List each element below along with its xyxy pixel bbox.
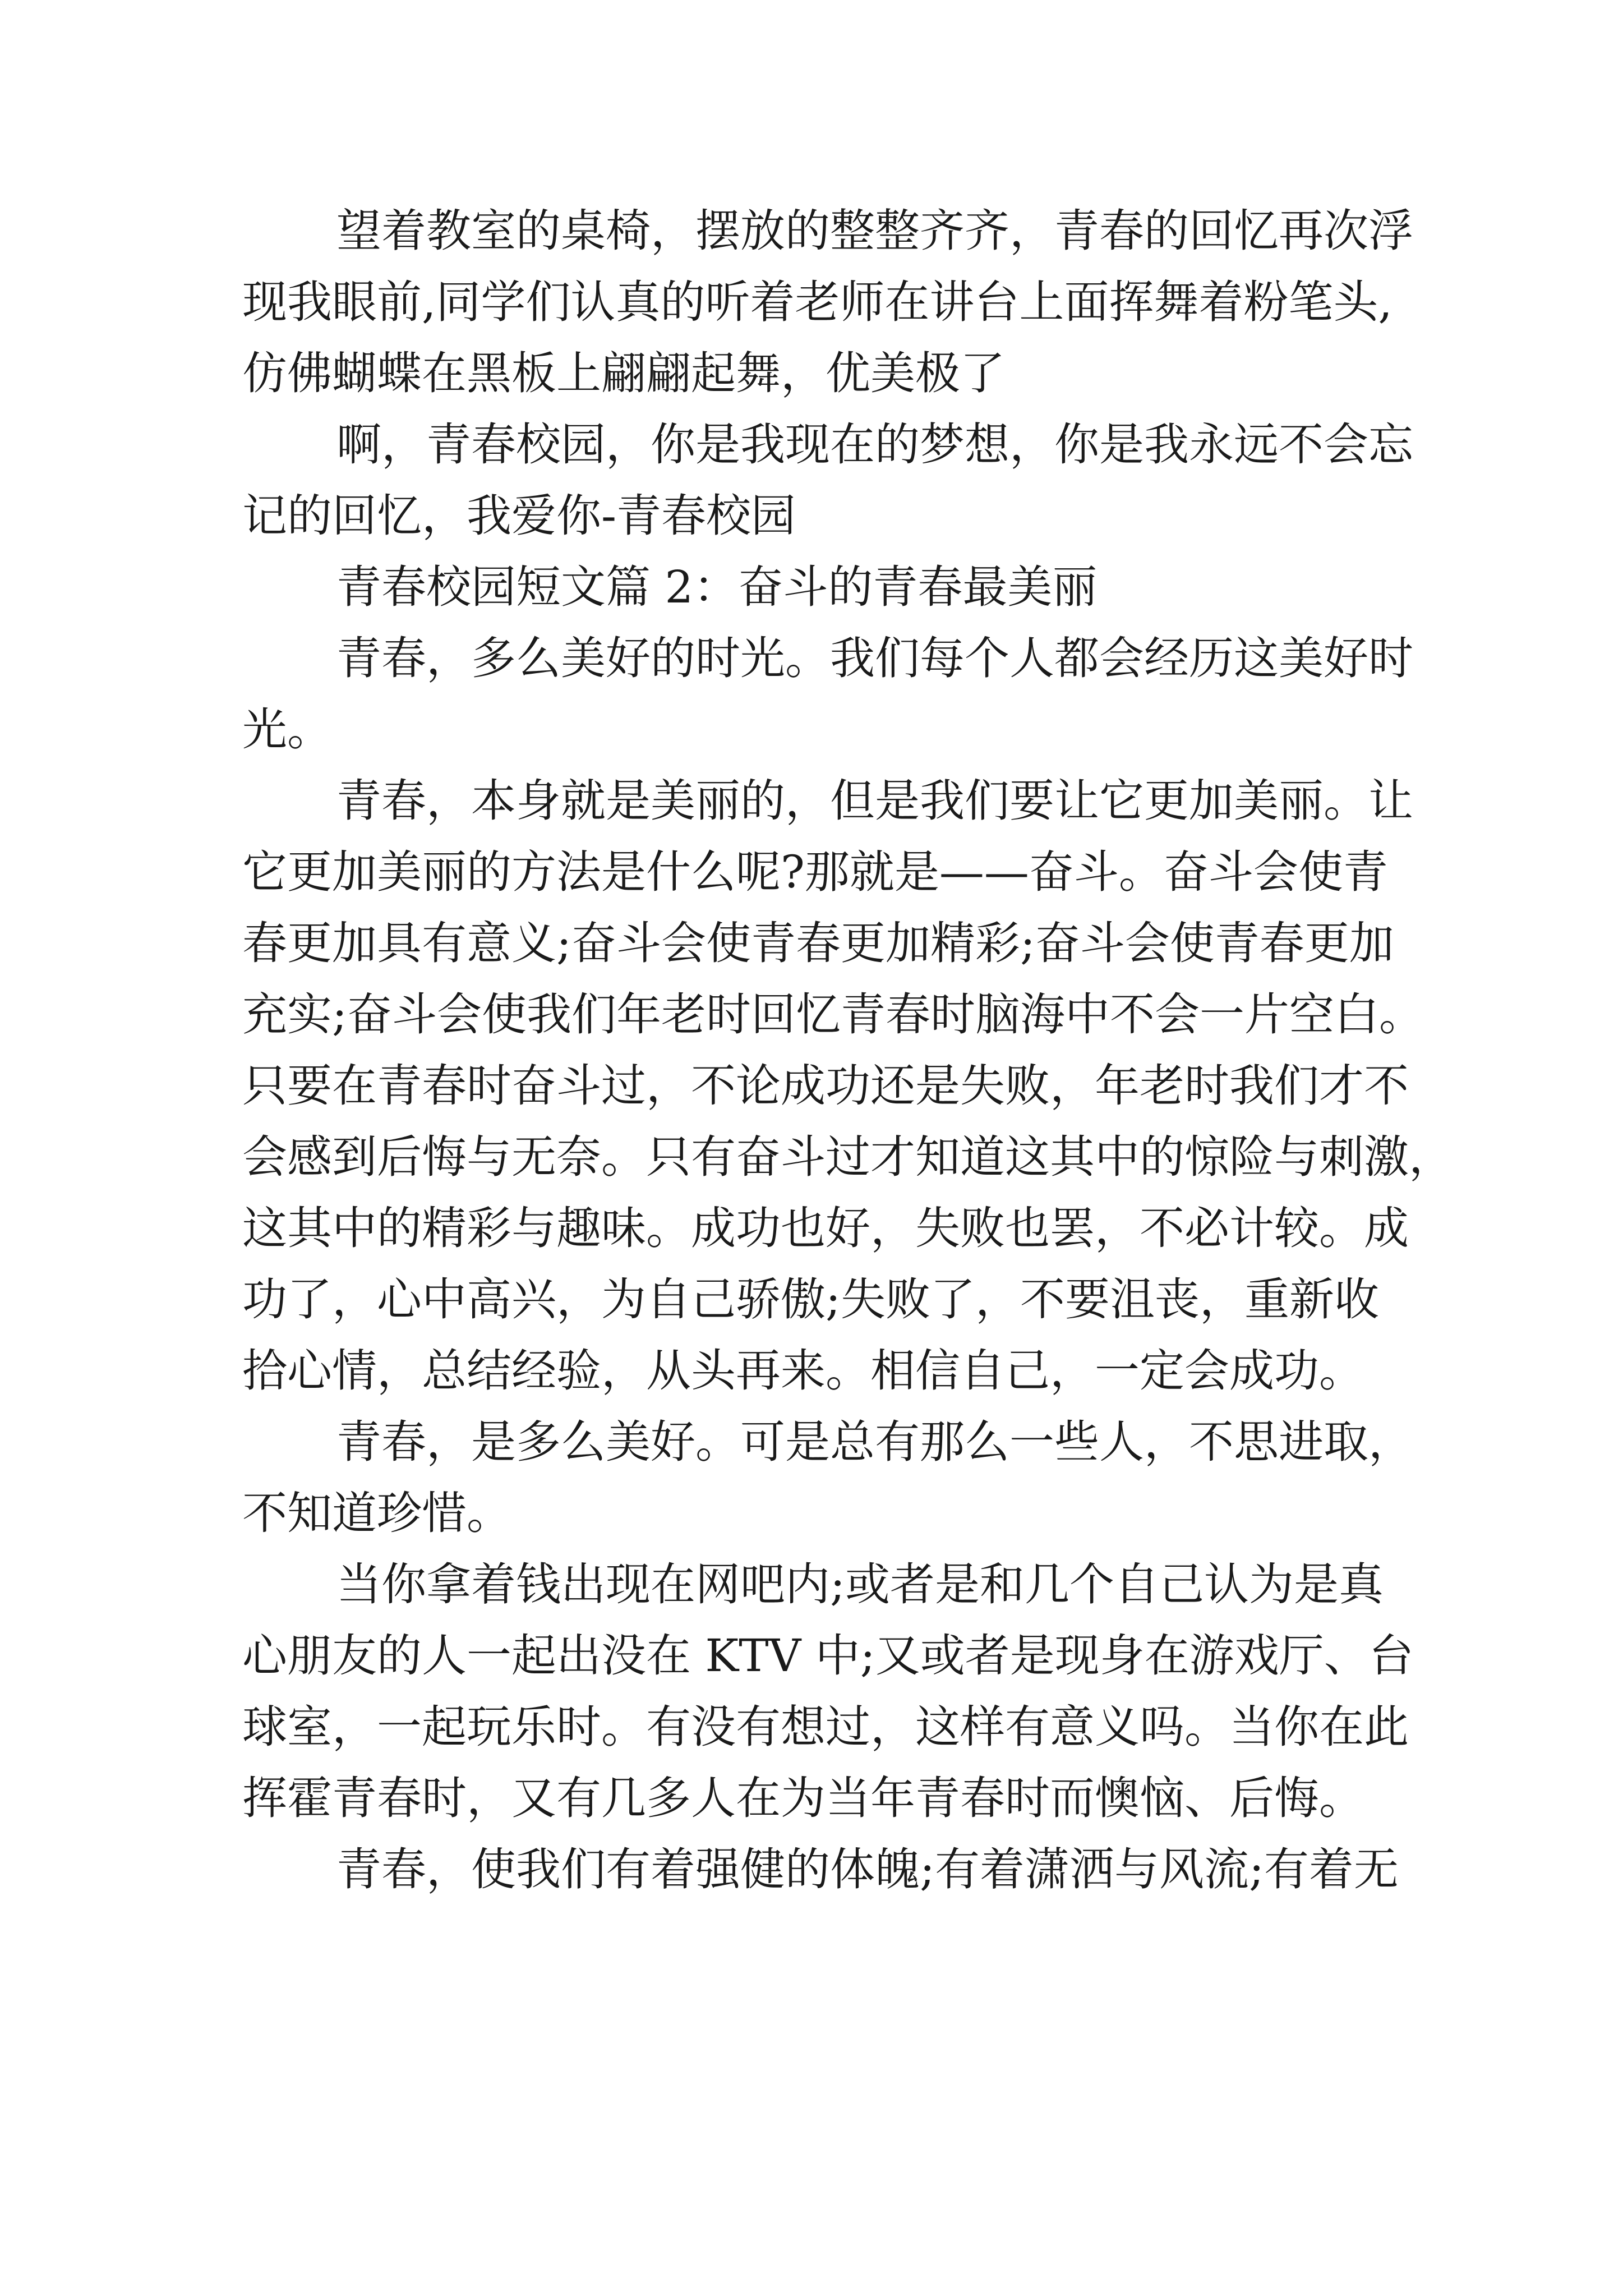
text-line: 会感到后悔与无奈。只有奋斗过才知道这其中的惊险与刺激，: [242, 1131, 1454, 1183]
section-heading: 青春校园短文篇 2：奋斗的青春最美丽: [336, 561, 1098, 613]
text-line: 球室，一起玩乐时。有没有想过，这样有意义吗。当你在此: [242, 1701, 1409, 1753]
text-line: 光。: [242, 703, 332, 756]
text-line: 青春，本身就是美丽的，但是我们要让它更加美丽。让: [336, 775, 1413, 827]
document-body: [242, 195, 1454, 1905]
text-line: 功了，心中高兴，为自己骄傲;失败了，不要沮丧，重新收: [242, 1273, 1379, 1326]
text-line: 心朋友的人一起出没在 KTV 中;又或者是现身在游戏厅、台: [242, 1630, 1414, 1682]
text-line: 只要在青春时奋斗过，不论成功还是失败，年老时我们才不: [242, 1060, 1409, 1112]
text-line: 拾心情，总结经验，从头再来。相信自己，一定会成功。: [242, 1345, 1364, 1397]
text-line: 当你拿着钱出现在网吧内;或者是和几个自己认为是真: [336, 1558, 1384, 1611]
text-line: 这其中的精彩与趣味。成功也好，失败也罢，不必计较。成: [242, 1202, 1409, 1254]
text-line: 青春，是多么美好。可是总有那么一些人，不思进取，: [336, 1416, 1413, 1468]
text-line: 不知道珍惜。: [242, 1487, 511, 1539]
text-line: 啊，青春校园，你是我现在的梦想，你是我永远不会忘: [336, 418, 1413, 471]
text-line: 充实;奋斗会使我们年老时回忆青春时脑海中不会一片空白。: [242, 988, 1424, 1041]
text-line: 挥霍青春时，又有几多人在为当年青春时而懊恼、后悔。: [242, 1772, 1364, 1824]
text-line: 仿佛蝴蝶在黑板上翩翩起舞，优美极了: [242, 347, 1005, 399]
text-line: 春更加具有意义;奋斗会使青春更加精彩;奋斗会使青春更加: [242, 917, 1394, 969]
text-line: 它更加美丽的方法是什么呢?那就是——奋斗。奋斗会使青: [242, 846, 1388, 898]
text-line: 青春，使我们有着强健的体魄;有着潇洒与风流;有着无: [336, 1843, 1399, 1895]
text-line: 青春，多么美好的时光。我们每个人都会经历这美好时: [336, 632, 1413, 684]
text-line: 望着教室的桌椅，摆放的整整齐齐，青春的回忆再次浮: [336, 205, 1413, 257]
text-line: 记的回忆，我爱你-青春校园: [242, 490, 796, 542]
text-line: 现我眼前,同学们认真的听着老师在讲台上面挥舞着粉笔头,: [242, 276, 1393, 328]
